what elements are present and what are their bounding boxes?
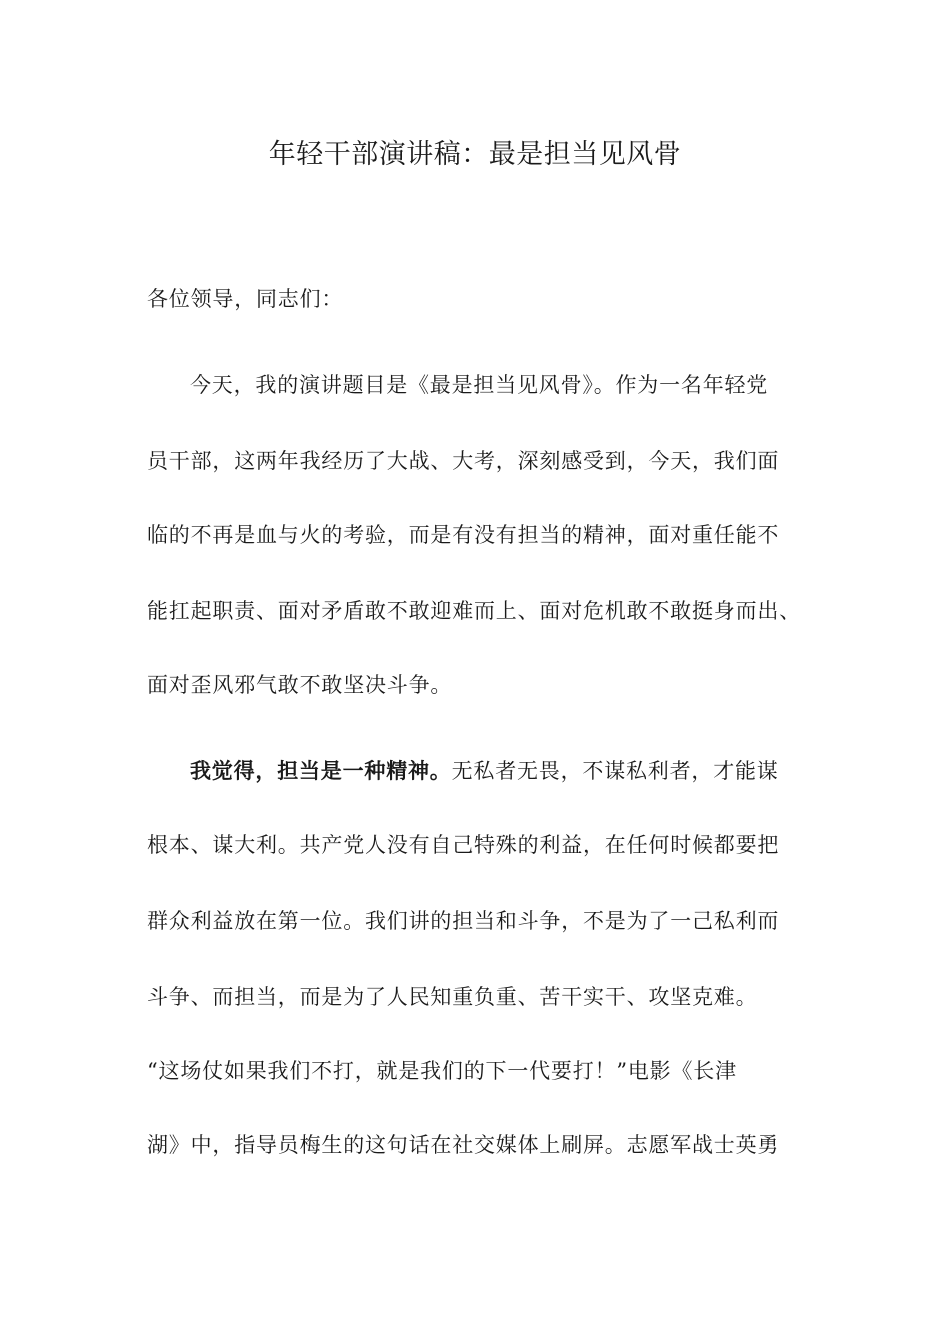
paragraph2-line-1-text: 无私者无畏，不谋私利者，才能谋	[451, 759, 779, 783]
paragraph2-line-5: “这场仗如果我们不打，就是我们的下一代要打！”电影《长津	[147, 1059, 737, 1083]
paragraph2-line-4: 斗争、而担当，而是为了人民知重负重、苦干实干、攻坚克难。	[147, 985, 758, 1009]
paragraph2-line-2: 根本、谋大利。共产党人没有自己特殊的利益，在任何时候都要把	[147, 833, 780, 857]
paragraph1-line-3: 临的不再是血与火的考验，而是有没有担当的精神，面对重任能不	[147, 523, 780, 547]
document-title: 年轻干部演讲稿：最是担当见风骨	[268, 139, 682, 170]
paragraph2-line-6: 湖》中，指导员梅生的这句话在社交媒体上刷屏。志愿军战士英勇	[147, 1133, 780, 1157]
paragraph2-line-3: 群众利益放在第一位。我们讲的担当和斗争，不是为了一己私利而	[147, 909, 780, 933]
paragraph2-lead: 我觉得，担当是一种精神。	[190, 758, 452, 783]
paragraph1-line-2: 员干部，这两年我经历了大战、大考，深刻感受到，今天，我们面	[147, 449, 780, 473]
paragraph1-line-5: 面对歪风邪气敢不敢坚决斗争。	[147, 673, 453, 697]
paragraph1-line-1: 今天，我的演讲题目是《最是担当见风骨》。作为一名年轻党	[190, 373, 769, 397]
salutation: 各位领导，同志们：	[147, 287, 344, 311]
paragraph2-line-1	[190, 756, 779, 786]
paragraph1-line-4: 能扛起职责、面对矛盾敢不敢迎难而上、面对危机敢不敢挺身而出、	[147, 599, 801, 623]
